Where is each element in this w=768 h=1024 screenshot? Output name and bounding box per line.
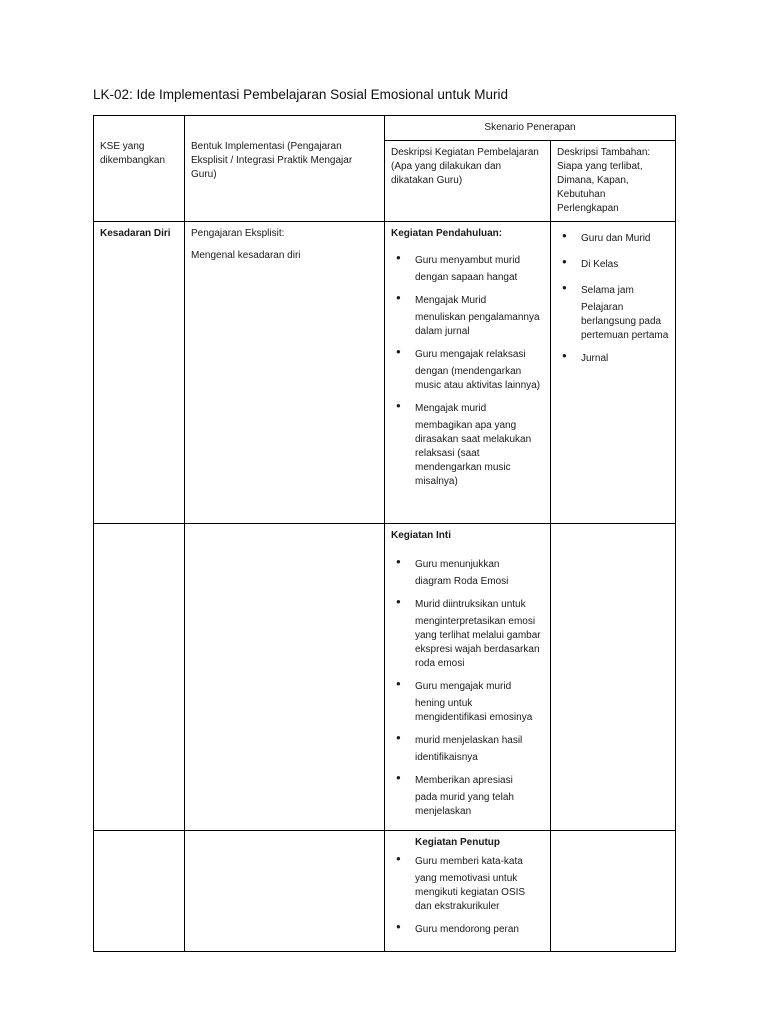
bentuk-value: Mengenal kesadaran diri <box>191 250 301 261</box>
tambahan-cell <box>551 222 676 524</box>
bentuk-cell-empty <box>185 831 385 952</box>
header-bentuk: Bentuk Implementasi (Pengajaran Eksplisit / Integrasi Praktik Mengajar Guru) <box>185 116 385 222</box>
kegiatan-title: Kegiatan Inti <box>391 530 452 541</box>
kse-cell: Kesadaran Diri <box>94 222 185 524</box>
list-item: ● Selama jam Pelajaran berlangsung pada pertemuan pertama <box>557 281 669 343</box>
table-row <box>94 222 676 524</box>
kegiatan-list <box>391 555 544 819</box>
document-title: LK-02: Ide Implementasi Pembelajaran Sosial Emosional untuk Murid <box>93 87 508 102</box>
header-skenario: Skenario Penerapan <box>385 116 676 141</box>
kegiatan-list <box>391 852 544 940</box>
kegiatan-penutup-cell <box>385 831 551 952</box>
list-item: ● Di Kelas <box>557 255 669 275</box>
tambahan-cell-empty <box>551 524 676 831</box>
list-item: ● Mengajak Murid menuliskan pengalamannya dalam jurnal <box>391 291 544 339</box>
list-item: ● Mengajak murid membagikan apa yang dirasakan saat melakukan relaksasi (saat mendengarkan music misalnya) <box>391 399 544 489</box>
list-item: ● Murid diintruksikan untuk menginterpretasikan emosi yang terlihat melalui gambar ekspresi wajah berdasarkan roda emosi <box>391 595 544 671</box>
bentuk-label: Pengajaran Eksplisit: <box>191 228 285 239</box>
list-item: ● Guru dan Murid <box>557 229 669 249</box>
kegiatan-title: Kegiatan Pendahuluan: <box>391 228 503 239</box>
list-item: ● Guru mengajak relaksasi dengan (mendengarkan music atau aktivitas lainnya) <box>391 345 544 393</box>
bentuk-cell-empty <box>185 524 385 831</box>
kegiatan-inti-cell <box>385 524 551 831</box>
kegiatan-title: Kegiatan Penutup <box>415 837 501 848</box>
header-row-skenario <box>94 116 676 141</box>
list-item: ● Guru mengajak murid hening untuk mengidentifikasi emosinya <box>391 677 544 725</box>
list-item: ● Guru menyambut murid dengan sapaan hangat <box>391 251 544 285</box>
bentuk-cell <box>185 222 385 524</box>
header-kse: KSE yang dikembangkan <box>94 116 185 222</box>
list-item: ● Guru mendorong peran <box>391 920 544 940</box>
table-row <box>94 524 676 831</box>
kse-cell-empty <box>94 831 185 952</box>
header-deskripsi-tambahan: Deskripsi Tambahan: Siapa yang terlibat, Dimana, Kapan, Kebutuhan Perlengkapan <box>551 141 676 222</box>
header-deskripsi-kegiatan: Deskripsi Kegiatan Pembelajaran (Apa yang dilakukan dan dikatakan Guru) <box>385 141 551 222</box>
list-item: ● murid menjelaskan hasil identifikaisnya <box>391 731 544 765</box>
kse-cell-empty <box>94 524 185 831</box>
list-item: ● Memberikan apresiasi pada murid yang telah menjelaskan <box>391 771 544 819</box>
list-item: ● Guru menunjukkan diagram Roda Emosi <box>391 555 544 589</box>
table-row <box>94 831 676 952</box>
tambahan-cell-empty <box>551 831 676 952</box>
kegiatan-pendahuluan-cell <box>385 222 551 524</box>
tambahan-list <box>557 229 669 369</box>
list-item: ● Guru memberi kata-kata yang memotivasi untuk mengikuti kegiatan OSIS dan ekstrakurikuler <box>391 852 544 914</box>
list-item: ● Jurnal <box>557 349 669 369</box>
implementation-table <box>93 115 676 952</box>
kegiatan-list <box>391 251 544 489</box>
